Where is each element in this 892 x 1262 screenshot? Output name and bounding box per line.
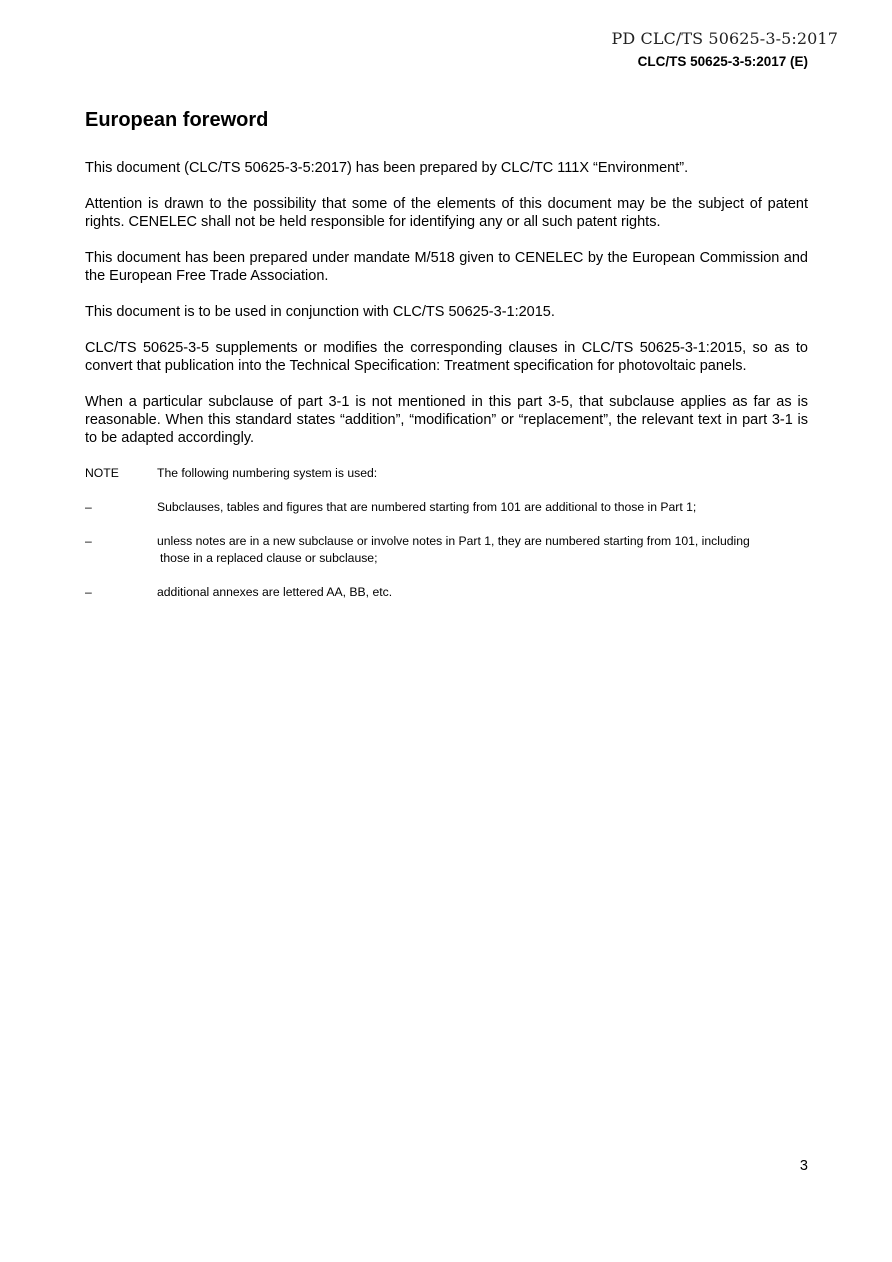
foreword-paragraph: This document (CLC/TS 50625-3-5:2017) has been prepared by CLC/TC 111X “Environment”. [85,160,689,176]
note-item-text: additional annexes are lettered AA, BB, etc. [157,585,393,599]
note-item-text: Subclauses, tables and figures that are numbered starting from 101 are additional to those in Part 1; [157,500,697,514]
note-item-text: unless notes are in a new subclause or involve notes in Part 1, they are numbered starting from 101, including [157,534,750,548]
list-dash-marker: – [85,500,92,514]
foreword-paragraph: This document has been prepared under mandate M/518 given to CENELEC by the European Commission and the European Free Trade Association. [85,250,808,284]
document-reference-header: CLC/TS 50625-3-5:2017 (E) [637,54,808,69]
foreword-paragraph: This document is to be used in conjunction with CLC/TS 50625-3-1:2015. [85,304,555,320]
note-intro-row [85,465,808,482]
note-block [85,465,808,601]
section-title: European foreword [85,109,269,131]
note-list-item [85,499,808,516]
note-list-item [85,584,808,601]
pd-reference-header: PD CLC/TS 50625-3-5:2017 [611,29,838,48]
page-number: 3 [799,1158,808,1174]
list-dash-marker: – [85,534,92,548]
list-dash-marker: – [85,585,92,599]
note-label: NOTE [85,466,119,480]
foreword-section [85,106,808,618]
foreword-paragraph: Attention is drawn to the possibility that some of the elements of this document may be the subject of patent rights. CENELEC shall not be held responsible for identifying any or all such patent rights. [85,196,808,230]
foreword-paragraph: When a particular subclause of part 3-1 is not mentioned in this part 3-5, that subclause applies as far as is reasonable. When this standard states “addition”, “modification” or “replacement”, the relevant text in part 3-1 is to be adapted accordingly. [85,394,808,446]
note-list-item [85,533,808,567]
foreword-paragraph: CLC/TS 50625-3-5 supplements or modifies the corresponding clauses in CLC/TS 50625-3-1:2015, so as to convert that publication into the Technical Specification: Treatment specification for photovoltaic panels. [85,340,808,374]
note-intro-text: The following numbering system is used: [157,466,378,480]
note-item-text-block [157,533,808,567]
note-item-continuation: those in a replaced clause or subclause; [160,551,378,565]
